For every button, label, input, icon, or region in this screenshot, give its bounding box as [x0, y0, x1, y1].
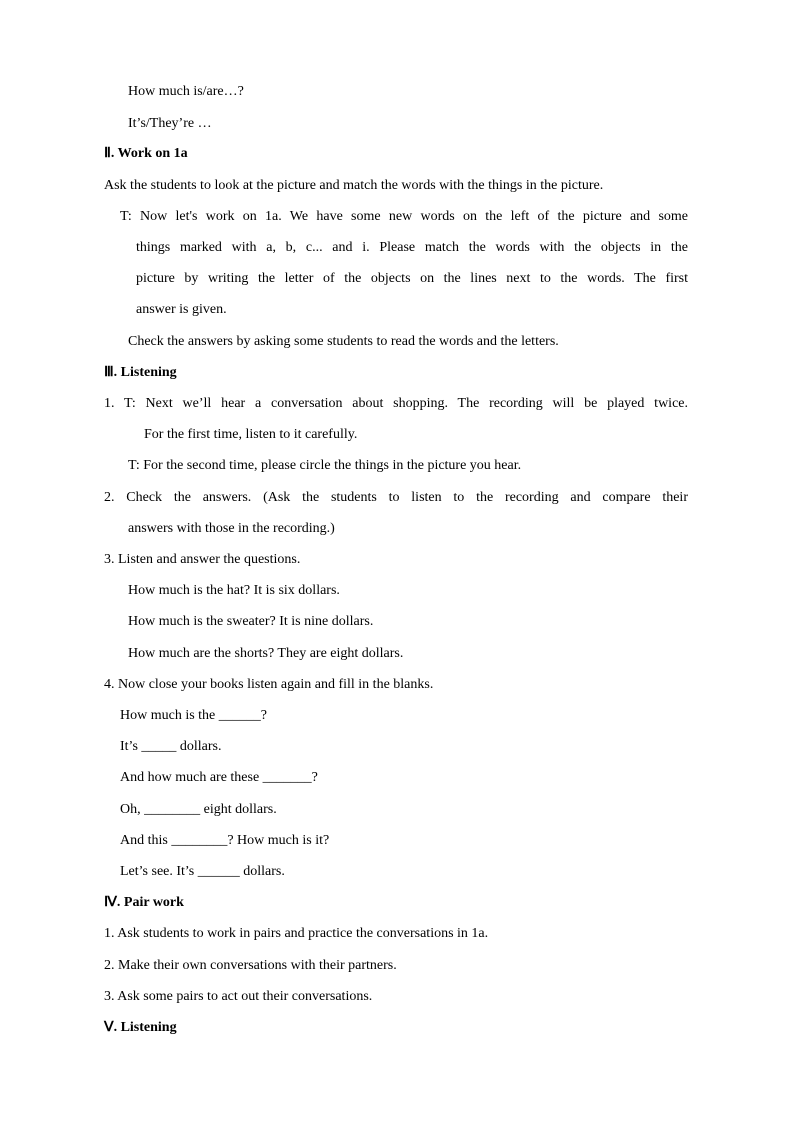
text-line: answers with those in the recording.)	[128, 521, 335, 536]
section-heading: Ⅲ. Listening	[104, 365, 177, 380]
text-line: 2. Check the answers. (Ask the students to listen to the recording and compare their	[104, 490, 688, 505]
section-heading: Ⅱ. Work on 1a	[104, 146, 188, 161]
text-line: picture by writing the letter of the objects on the lines next to the words. The first	[136, 271, 688, 286]
text-line: T: Now let's work on 1a. We have some new words on the left of the picture and some	[120, 209, 688, 224]
text-line: For the first time, listen to it carefully.	[144, 427, 358, 442]
text-line: 3. Ask some pairs to act out their conversations.	[104, 989, 373, 1004]
text-line: How much is/are…?	[128, 84, 244, 99]
text-line: Oh, ________ eight dollars.	[120, 802, 277, 817]
section-heading: Ⅴ. Listening	[104, 1020, 177, 1035]
text-line: things marked with a, b, c... and i. Please match the words with the objects in the	[136, 240, 688, 255]
text-line: 1. Ask students to work in pairs and practice the conversations in 1a.	[104, 926, 489, 941]
text-line: Check the answers by asking some students to read the words and the letters.	[128, 334, 559, 349]
text-line: How much is the ______?	[120, 708, 267, 723]
text-line: And how much are these _______?	[120, 770, 318, 785]
text-line: It’s/They’re …	[128, 116, 212, 131]
text-line: It’s _____ dollars.	[120, 739, 222, 754]
section-heading: Ⅳ. Pair work	[104, 895, 184, 910]
text-line: 4. Now close your books listen again and fill in the blanks.	[104, 677, 434, 692]
text-line: answer is given.	[136, 302, 227, 317]
text-line: How much are the shorts? They are eight dollars.	[128, 646, 404, 661]
text-line: 3. Listen and answer the questions.	[104, 552, 301, 567]
text-line: And this ________? How much is it?	[120, 833, 330, 848]
text-line: 2. Make their own conversations with their partners.	[104, 958, 397, 973]
text-line: How much is the hat? It is six dollars.	[128, 583, 340, 598]
text-line: 1. T: Next we’ll hear a conversation about shopping. The recording will be played twice.	[104, 396, 688, 411]
text-line: Let’s see. It’s ______ dollars.	[120, 864, 285, 879]
text-line: Ask the students to look at the picture and match the words with the things in the picture.	[104, 178, 604, 193]
text-line: T: For the second time, please circle the things in the picture you hear.	[128, 458, 522, 473]
text-line: How much is the sweater? It is nine dollars.	[128, 614, 374, 629]
